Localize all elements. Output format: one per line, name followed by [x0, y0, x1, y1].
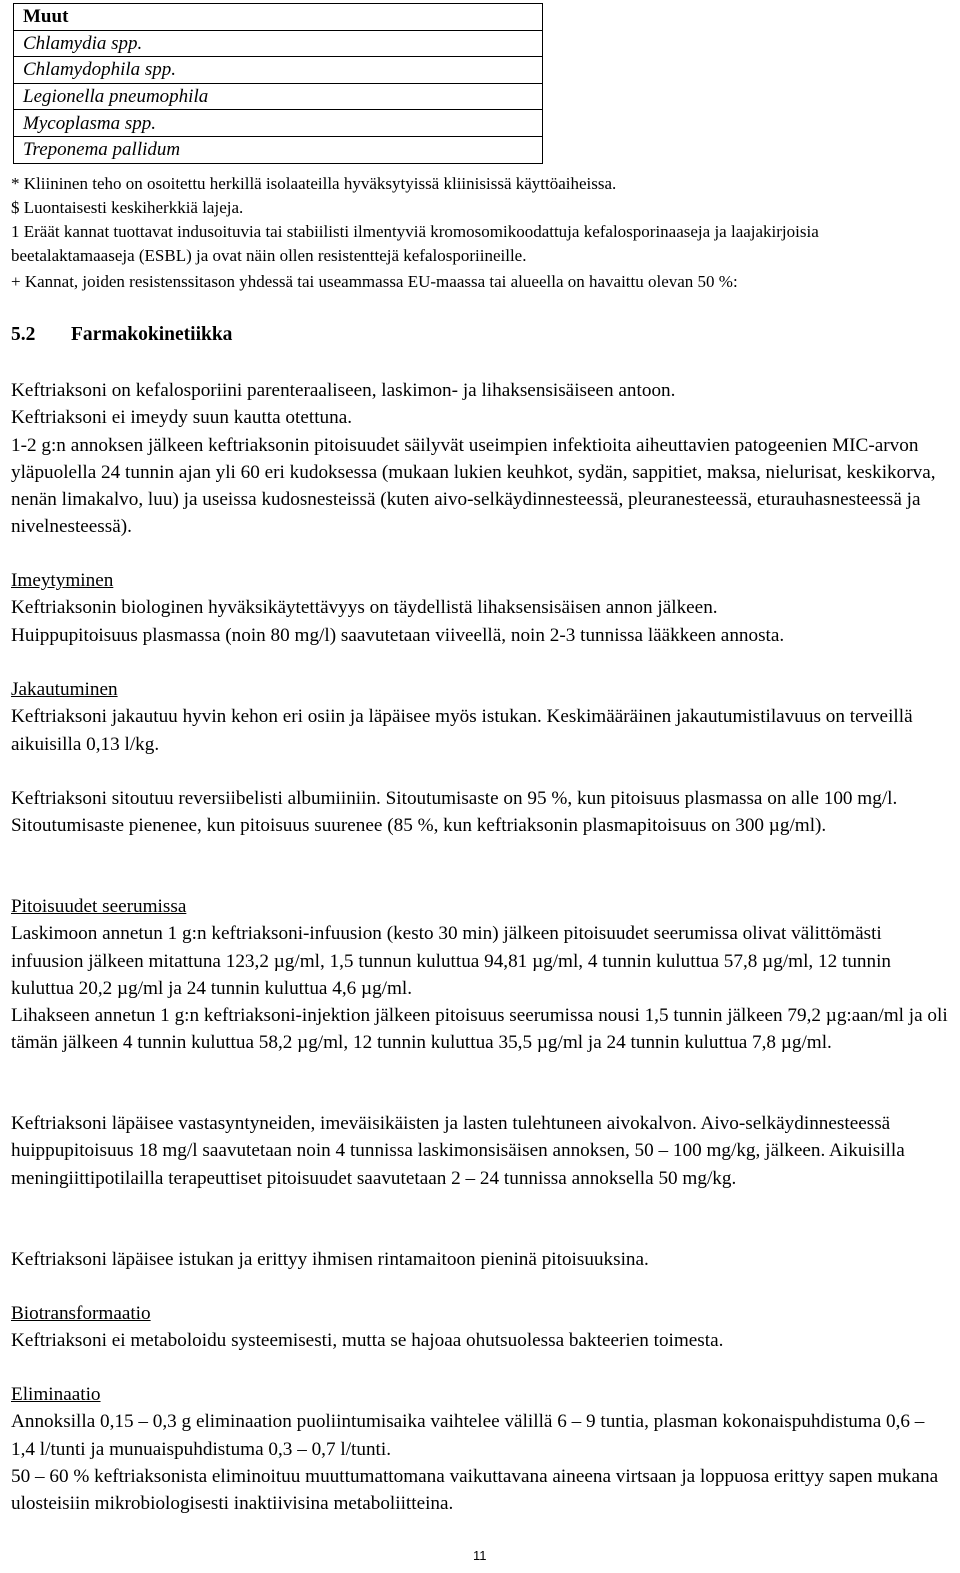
table-header-cell: Muut — [14, 4, 543, 31]
csf-paragraph: Keftriaksoni läpäisee vastasyntyneiden, imeväisikäisten ja lasten tulehtuneen aivokalvon. Aivo-selkäydinnesteessä huippupitoisuus 18 mg/l saavutetaan noin 4 tunnissa laskimonsisäisen annoksen, 50 – 100 mg/kg, jälkeen. Aikuisilla meningiittipotilailla terapeuttiset pitoisuudet saavutetaan 2 – 24 tunnissa annoksella 50 mg/kg. — [11, 1113, 905, 1189]
footnote-clinical-efficacy: * Kliininen teho on osoitettu herkillä isolaateilla hyväksytyissä kliinisissä käyttöaiheissa. — [11, 174, 617, 193]
distribution-section — [11, 676, 951, 758]
distribution-title: Jakautuminen — [11, 679, 118, 700]
serum-im-text: Lihakseen annetun 1 g:n keftriaksoni-injektion jälkeen pitoisuus seerumissa nousi 1,5 tunnin jälkeen 79,2 µg:aan/ml ja oli tämän jälkeen 4 tunnin kuluttua 58,2 µg/ml, 12 tunnin kuluttua 35,5 µg/ml ja 24 tunnin kuluttua 7,8 µg/ml. — [11, 1005, 948, 1054]
organism-table — [13, 3, 543, 164]
serum-section — [11, 893, 951, 1057]
elimination-text: Annoksilla 0,15 – 0,3 g eliminaation puoliintumisaika vaihtelee välillä 6 – 9 tuntia, plasman kokonaispuhdistuma 0,6 – 1,4 l/tunti ja munuaispuhdistuma 0,3 – 0,7 l/tunti. — [11, 1411, 925, 1460]
intro-paragraph — [11, 377, 951, 541]
absorption-section — [11, 567, 951, 649]
table-row — [14, 30, 543, 57]
elimination-section — [11, 1381, 951, 1517]
table-header-row — [14, 4, 543, 31]
intro-line: Keftriaksoni ei imeydy suun kautta otettuna. — [11, 407, 353, 429]
intro-line: Keftriaksoni on kefalosporiini parenteraaliseen, laskimon- ja lihaksensisäiseen antoon. — [11, 380, 676, 401]
serum-title: Pitoisuudet seerumissa — [11, 896, 187, 917]
absorption-line: Keftriaksonin biologinen hyväksikäytettävyys on täydellistä lihaksensisäisen annon jälkeen. — [11, 597, 718, 619]
section-title: Farmakokinetiikka — [71, 324, 233, 345]
table-cell: Legionella pneumophila — [14, 83, 543, 110]
table-cell: Chlamydophila spp. — [14, 57, 543, 84]
biotransformation-text: Keftriaksoni ei metaboloidu systeemisesti, mutta se hajoaa ohutsuolessa bakteerien toimesta. — [11, 1330, 724, 1352]
table-row — [14, 110, 543, 137]
footnote-intermediate: $ Luontaisesti keskiherkkiä lajeja. — [11, 198, 244, 217]
section-heading — [11, 324, 232, 346]
intro-paragraph-text: 1-2 g:n annoksen jälkeen keftriaksonin pitoisuudet säilyvät useimpien infektioita aiheuttavien patogeenien MIC-arvon yläpuolella 24 tunnin ajan yli 60 eri kudoksessa (mukaan lukien keuhkot, sydän, sappitiet, maksa, nielurisat, keskikorva, nenän limakalvo, luu) ja useissa kudosnesteissä (kuten aivo-selkäydinnesteessä, pleuranesteessä, eturauhasnesteessä ja nivelnesteessä). — [11, 434, 936, 538]
footnote-esbl: 1 Eräät kannat tuottavat indusoituvia tai stabiilisti ilmentyviä kromosomikoodattuja kefalosporinaaseja ja laajakirjoisia beetalaktamaaseja (ESBL) ja ovat näin ollen resistenttejä kefalosporiineille. — [11, 222, 819, 265]
elimination-text: 50 – 60 % keftriaksonista eliminoituu muuttumattomana vaikuttavana aineena virtsaan ja loppuosa erittyy sapen mukana ulosteisiin mikrobiologisesti inaktiivisina metaboliitteina. — [11, 1465, 939, 1515]
elimination-title: Eliminaatio — [11, 1384, 101, 1405]
protein-binding-paragraph: Keftriaksoni sitoutuu reversiibelisti albumiiniin. Sitoutumisaste on 95 %, kun pitoisuus plasmassa on alle 100 mg/l. Sitoutumisaste pienenee, kun pitoisuus suurenee (85 %, kun keftriaksonin plasmapitoisuus on 300 µg/ml). — [11, 788, 898, 837]
biotransformation-section — [11, 1300, 951, 1355]
section-number: 5.2 — [11, 324, 36, 345]
absorption-line: Huippupitoisuus plasmassa (noin 80 mg/l) saavutetaan viiveellä, noin 2-3 tunnissa lääkkeen annosta. — [11, 624, 785, 646]
table-row — [14, 57, 543, 84]
serum-iv-text: Laskimoon annetun 1 g:n keftriaksoni-infuusion (kesto 30 min) jälkeen pitoisuudet seerumissa olivat välittömästi infuusion jälkeen mitattuna 123,2 µg/ml, 1,5 tunnun kuluttua 94,81 µg/ml, 4 tunnin kuluttua 57,8 µg/ml, 12 tunnin kuluttua 20,2 µg/ml ja 24 tunnin kuluttua 4,6 µg/ml. — [11, 923, 892, 999]
page-number: 11 — [473, 1548, 487, 1563]
placenta-paragraph: Keftriaksoni läpäisee istukan ja erittyy ihmisen rintamaitoon pieninä pitoisuuksina. — [11, 1249, 649, 1270]
absorption-title: Imeytyminen — [11, 570, 114, 591]
biotransformation-title: Biotransformaatio — [11, 1303, 151, 1324]
table-cell: Mycoplasma spp. — [14, 110, 543, 137]
table-cell: Chlamydia spp. — [14, 30, 543, 57]
table-row — [14, 83, 543, 110]
table-row — [14, 136, 543, 163]
footnote-resistance: + Kannat, joiden resistenssitason yhdessä tai useammassa EU-maassa tai alueella on havaittu olevan 50 %: — [11, 272, 738, 291]
table-cell: Treponema pallidum — [14, 136, 543, 163]
distribution-text: Keftriaksoni jakautuu hyvin kehon eri osiin ja läpäisee myös istukan. Keskimääräinen jakautumistilavuus on terveillä aikuisilla 0,13 l/kg. — [11, 706, 913, 755]
